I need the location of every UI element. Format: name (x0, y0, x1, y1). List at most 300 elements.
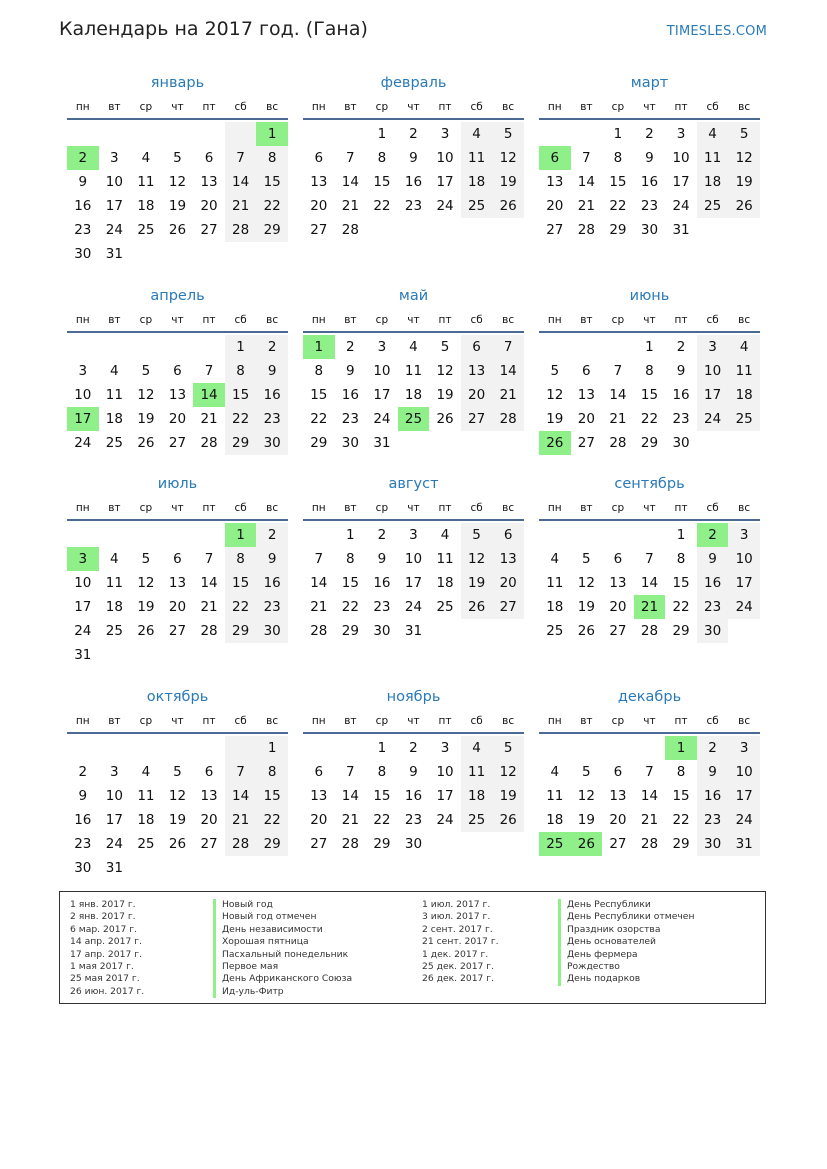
month-8 (303, 474, 524, 643)
legend-holiday-name: День основателей (558, 936, 694, 948)
day-cell: 28 (640, 836, 659, 852)
day-cell: 3 (440, 126, 450, 142)
weekday-label: вс (266, 502, 279, 514)
legend-right-names (558, 899, 694, 986)
day-cell: 20 (492, 571, 524, 595)
weekday-label: вт (108, 314, 121, 326)
day-cell: 12 (492, 760, 524, 784)
weekday-label: сб (706, 101, 719, 113)
empty-cell (461, 218, 493, 242)
day-cell: 23 (404, 198, 423, 214)
day-cell: 22 (256, 194, 288, 218)
day-cell: 20 (546, 198, 564, 214)
day-cell: 8 (377, 764, 387, 780)
holiday-day-cell: 1 (665, 736, 697, 760)
month-name: октябрь (146, 689, 209, 705)
day-cell: 10 (697, 359, 729, 383)
day-cell: 23 (697, 595, 729, 619)
day-cell: 5 (492, 122, 524, 146)
empty-cell (225, 242, 257, 266)
day-cell: 26 (492, 808, 524, 832)
day-cell: 7 (346, 764, 355, 780)
weekday-label: сб (234, 715, 247, 727)
legend-date: 2 сент. 2017 г. (422, 923, 493, 935)
day-cell: 23 (373, 599, 391, 615)
day-grid (303, 523, 524, 643)
day-cell: 22 (341, 599, 359, 615)
day-cell: 12 (728, 146, 760, 170)
holiday-day-cell: 25 (398, 407, 430, 431)
day-cell: 11 (404, 363, 423, 379)
empty-cell (162, 856, 194, 880)
day-cell: 8 (676, 764, 686, 780)
day-cell: 2 (409, 740, 418, 756)
day-cell: 30 (74, 860, 92, 876)
day-cell: 31 (728, 832, 760, 856)
weekday-header (539, 499, 760, 521)
day-cell: 9 (697, 760, 729, 784)
empty-cell (461, 832, 493, 856)
day-cell: 24 (728, 595, 760, 619)
day-cell: 2 (697, 736, 729, 760)
day-cell: 6 (582, 363, 591, 379)
day-cell: 17 (404, 575, 423, 591)
empty-cell (130, 736, 162, 760)
empty-cell (728, 218, 760, 242)
day-cell: 14 (225, 170, 257, 194)
day-cell: 10 (105, 174, 123, 190)
empty-cell (162, 122, 194, 146)
weekday-label: вт (580, 101, 593, 113)
empty-cell (225, 736, 257, 760)
day-cell: 10 (436, 764, 454, 780)
day-cell: 2 (256, 335, 288, 359)
day-cell: 11 (461, 760, 493, 784)
empty-cell (193, 643, 225, 667)
day-cell: 23 (672, 411, 690, 427)
weekday-label: вт (108, 715, 121, 727)
day-cell: 16 (256, 571, 288, 595)
day-cell: 23 (256, 407, 288, 431)
day-cell: 12 (436, 363, 454, 379)
day-cell: 5 (728, 122, 760, 146)
empty-cell (539, 335, 571, 359)
day-cell: 21 (225, 194, 257, 218)
day-cell: 16 (697, 784, 729, 808)
month-1 (67, 73, 288, 266)
day-cell: 27 (461, 407, 493, 431)
weekday-label: пн (311, 502, 326, 514)
day-cell: 6 (492, 523, 524, 547)
day-cell: 21 (640, 812, 659, 828)
legend-holiday-name: Первое мая (213, 961, 352, 973)
day-cell: 28 (341, 836, 359, 852)
day-cell: 29 (373, 836, 391, 852)
weekday-label: пт (202, 101, 216, 113)
weekday-label: ср (375, 314, 389, 326)
day-cell: 27 (310, 836, 328, 852)
empty-cell (728, 619, 760, 643)
day-cell: 1 (676, 527, 686, 543)
day-cell: 30 (404, 836, 423, 852)
day-cell: 13 (492, 547, 524, 571)
day-cell: 22 (373, 198, 391, 214)
day-cell: 13 (168, 387, 187, 403)
day-cell: 15 (341, 575, 359, 591)
day-cell: 12 (168, 174, 187, 190)
empty-cell (571, 736, 603, 760)
day-cell: 18 (404, 387, 423, 403)
day-cell: 11 (697, 146, 729, 170)
empty-cell (492, 218, 524, 242)
day-grid (539, 335, 760, 455)
day-cell: 17 (672, 174, 690, 190)
holiday-day-cell: 21 (634, 595, 666, 619)
day-cell: 15 (672, 788, 690, 804)
day-cell: 23 (341, 411, 359, 427)
empty-cell (130, 523, 162, 547)
day-cell: 4 (440, 527, 450, 543)
empty-cell (539, 122, 571, 146)
weekday-label: пн (547, 715, 562, 727)
month-2 (303, 73, 524, 242)
weekday-label: вт (108, 502, 121, 514)
weekday-label: вс (738, 314, 751, 326)
day-cell: 14 (640, 575, 659, 591)
day-cell: 18 (137, 812, 155, 828)
day-cell: 29 (225, 619, 257, 643)
legend-holiday-name: День независимости (213, 924, 352, 936)
day-cell: 25 (546, 623, 564, 639)
day-cell: 4 (461, 736, 493, 760)
day-cell: 16 (341, 387, 359, 403)
day-cell: 24 (697, 407, 729, 431)
day-cell: 28 (225, 218, 257, 242)
day-cell: 15 (310, 387, 328, 403)
day-cell: 31 (105, 246, 123, 262)
empty-cell (225, 643, 257, 667)
day-cell: 8 (225, 359, 257, 383)
day-cell: 24 (105, 836, 123, 852)
brand-link[interactable]: TIMESLES.COM (666, 24, 767, 39)
empty-cell (303, 736, 335, 760)
day-cell: 12 (577, 575, 595, 591)
month-12 (539, 687, 760, 856)
day-cell: 15 (373, 788, 391, 804)
day-cell: 15 (256, 170, 288, 194)
day-cell: 31 (373, 435, 391, 451)
day-cell: 15 (672, 575, 690, 591)
day-cell: 8 (225, 547, 257, 571)
empty-cell (697, 218, 729, 242)
day-cell: 17 (436, 788, 454, 804)
weekday-label: сб (470, 314, 483, 326)
weekday-label: чт (407, 101, 420, 113)
day-cell: 5 (141, 551, 151, 567)
empty-cell (99, 335, 131, 359)
weekday-label: пн (547, 502, 562, 514)
weekday-header (539, 311, 760, 333)
day-cell: 28 (200, 435, 218, 451)
day-cell: 1 (346, 527, 355, 543)
day-cell: 13 (168, 575, 187, 591)
empty-cell (335, 736, 367, 760)
day-cell: 3 (110, 764, 119, 780)
holiday-day-cell: 26 (539, 431, 571, 455)
day-cell: 20 (168, 411, 187, 427)
weekday-label: ср (375, 715, 389, 727)
day-cell: 23 (74, 222, 92, 238)
day-cell: 25 (105, 623, 123, 639)
empty-cell (539, 523, 571, 547)
day-cell: 25 (461, 808, 493, 832)
empty-cell (429, 832, 461, 856)
month-name: ноябрь (386, 689, 441, 705)
day-cell: 18 (546, 812, 564, 828)
day-cell: 27 (609, 836, 627, 852)
day-cell: 29 (225, 431, 257, 455)
month-name: август (388, 476, 439, 492)
day-cell: 3 (440, 740, 450, 756)
day-cell: 26 (137, 623, 155, 639)
weekday-label: чт (643, 715, 656, 727)
day-cell: 28 (640, 623, 659, 639)
day-cell: 22 (310, 411, 328, 427)
day-cell: 29 (640, 435, 659, 451)
day-cell: 20 (310, 812, 328, 828)
weekday-label: ср (611, 715, 625, 727)
day-cell: 8 (645, 363, 654, 379)
day-cell: 29 (256, 218, 288, 242)
day-cell: 24 (373, 411, 391, 427)
day-cell: 27 (609, 623, 627, 639)
day-cell: 24 (728, 808, 760, 832)
weekday-label: чт (643, 101, 656, 113)
day-cell: 24 (436, 812, 454, 828)
day-cell: 16 (74, 812, 92, 828)
weekday-label: пт (202, 715, 216, 727)
empty-cell (602, 335, 634, 359)
day-grid (67, 736, 288, 880)
day-grid (67, 523, 288, 667)
day-cell: 7 (613, 363, 623, 379)
day-cell: 20 (310, 198, 328, 214)
legend-left-names (213, 899, 352, 998)
day-cell: 27 (310, 222, 328, 238)
day-cell: 30 (341, 435, 359, 451)
legend-date: 25 мая 2017 г. (70, 973, 140, 985)
day-cell: 5 (582, 764, 591, 780)
day-cell: 20 (609, 812, 627, 828)
day-cell: 10 (436, 150, 454, 166)
legend-date: 26 дек. 2017 г. (422, 973, 495, 985)
holiday-day-cell: 2 (67, 146, 99, 170)
day-cell: 9 (78, 174, 88, 190)
weekday-label: вс (502, 314, 515, 326)
day-cell: 8 (377, 150, 387, 166)
day-cell: 14 (609, 387, 627, 403)
holiday-day-cell: 1 (303, 335, 335, 359)
empty-cell (429, 431, 461, 455)
holiday-day-cell: 14 (193, 383, 225, 407)
weekday-header (303, 712, 524, 734)
day-cell: 19 (461, 571, 493, 595)
day-cell: 26 (728, 194, 760, 218)
day-cell: 4 (461, 122, 493, 146)
day-cell: 18 (546, 599, 564, 615)
legend-right-dates (422, 899, 499, 986)
day-cell: 24 (672, 198, 690, 214)
day-cell: 13 (609, 788, 627, 804)
day-cell: 4 (550, 551, 560, 567)
day-cell: 5 (550, 363, 560, 379)
weekday-label: ср (611, 314, 625, 326)
month-name: апрель (150, 288, 205, 304)
day-grid (67, 335, 288, 455)
holiday-day-cell: 1 (256, 122, 288, 146)
day-cell: 11 (546, 788, 564, 804)
empty-cell (429, 619, 461, 643)
empty-cell (193, 122, 225, 146)
empty-cell (335, 122, 367, 146)
weekday-label: пн (75, 314, 90, 326)
day-cell: 29 (672, 836, 690, 852)
empty-cell (193, 736, 225, 760)
day-cell: 5 (141, 363, 151, 379)
weekday-label: вт (580, 502, 593, 514)
day-cell: 21 (200, 411, 218, 427)
day-grid (539, 736, 760, 856)
day-cell: 31 (105, 860, 123, 876)
day-cell: 26 (137, 435, 155, 451)
day-cell: 6 (314, 764, 324, 780)
day-cell: 26 (168, 836, 187, 852)
empty-cell (256, 643, 288, 667)
day-cell: 29 (672, 623, 690, 639)
day-cell: 2 (346, 339, 355, 355)
day-cell: 8 (256, 146, 288, 170)
empty-cell (461, 619, 493, 643)
empty-cell (130, 242, 162, 266)
weekday-label: пн (311, 101, 326, 113)
month-4 (67, 286, 288, 455)
day-cell: 7 (204, 363, 214, 379)
day-cell: 7 (645, 764, 654, 780)
day-cell: 11 (728, 359, 760, 383)
weekday-label: чт (643, 502, 656, 514)
page-title: Календарь на 2017 год. (Гана) (59, 18, 368, 40)
day-cell: 17 (728, 784, 760, 808)
day-cell: 21 (341, 812, 359, 828)
day-cell: 1 (256, 736, 288, 760)
day-cell: 9 (697, 547, 729, 571)
day-cell: 29 (310, 435, 328, 451)
empty-cell (492, 431, 524, 455)
day-cell: 3 (676, 126, 686, 142)
day-cell: 15 (225, 571, 257, 595)
day-cell: 30 (373, 623, 391, 639)
day-cell: 28 (225, 832, 257, 856)
holiday-legend (59, 891, 766, 1004)
weekday-label: вт (344, 502, 357, 514)
day-cell: 12 (577, 788, 595, 804)
day-cell: 28 (492, 407, 524, 431)
day-cell: 7 (492, 335, 524, 359)
day-cell: 30 (640, 222, 659, 238)
day-cell: 16 (373, 575, 391, 591)
day-cell: 21 (577, 198, 595, 214)
legend-holiday-name: День Африканского Союза (213, 973, 352, 985)
day-cell: 9 (409, 764, 418, 780)
day-cell: 13 (200, 788, 218, 804)
month-10 (67, 687, 288, 880)
weekday-header (67, 712, 288, 734)
day-cell: 4 (141, 764, 151, 780)
day-cell: 19 (546, 411, 564, 427)
empty-cell (67, 335, 99, 359)
day-cell: 20 (168, 599, 187, 615)
day-cell: 19 (168, 812, 187, 828)
day-cell: 13 (200, 174, 218, 190)
day-cell: 8 (314, 363, 324, 379)
legend-date: 26 июн. 2017 г. (70, 985, 145, 997)
empty-cell (728, 431, 760, 455)
weekday-label: сб (706, 715, 719, 727)
weekday-header (303, 98, 524, 120)
day-cell: 5 (461, 523, 493, 547)
day-cell: 19 (577, 812, 595, 828)
day-cell: 4 (110, 551, 119, 567)
day-cell: 17 (728, 571, 760, 595)
day-cell: 23 (640, 198, 659, 214)
day-cell: 14 (310, 575, 328, 591)
weekday-label: сб (470, 502, 483, 514)
day-grid (303, 736, 524, 856)
day-cell: 16 (74, 198, 92, 214)
empty-cell (99, 643, 131, 667)
day-cell: 9 (346, 363, 355, 379)
day-cell: 28 (310, 623, 328, 639)
day-cell: 16 (404, 174, 423, 190)
month-name: март (630, 75, 669, 91)
day-cell: 17 (105, 198, 123, 214)
day-cell: 11 (137, 788, 155, 804)
day-cell: 3 (377, 339, 387, 355)
day-cell: 25 (461, 194, 493, 218)
day-cell: 19 (728, 170, 760, 194)
day-cell: 9 (377, 551, 387, 567)
weekday-label: чт (643, 314, 656, 326)
empty-cell (193, 856, 225, 880)
day-cell: 10 (105, 788, 123, 804)
day-cell: 21 (609, 411, 627, 427)
day-cell: 6 (613, 551, 623, 567)
day-cell: 1 (645, 339, 654, 355)
day-cell: 3 (78, 363, 88, 379)
day-cell: 28 (200, 623, 218, 639)
day-cell: 14 (200, 575, 218, 591)
empty-cell (99, 122, 131, 146)
weekday-label: вс (738, 502, 751, 514)
weekday-label: вс (266, 101, 279, 113)
day-cell: 30 (256, 431, 288, 455)
day-cell: 11 (546, 575, 564, 591)
legend-date: 17 апр. 2017 г. (70, 948, 142, 960)
weekday-label: пн (75, 502, 90, 514)
day-cell: 10 (728, 547, 760, 571)
weekday-label: чт (407, 502, 420, 514)
weekday-label: вс (502, 715, 515, 727)
